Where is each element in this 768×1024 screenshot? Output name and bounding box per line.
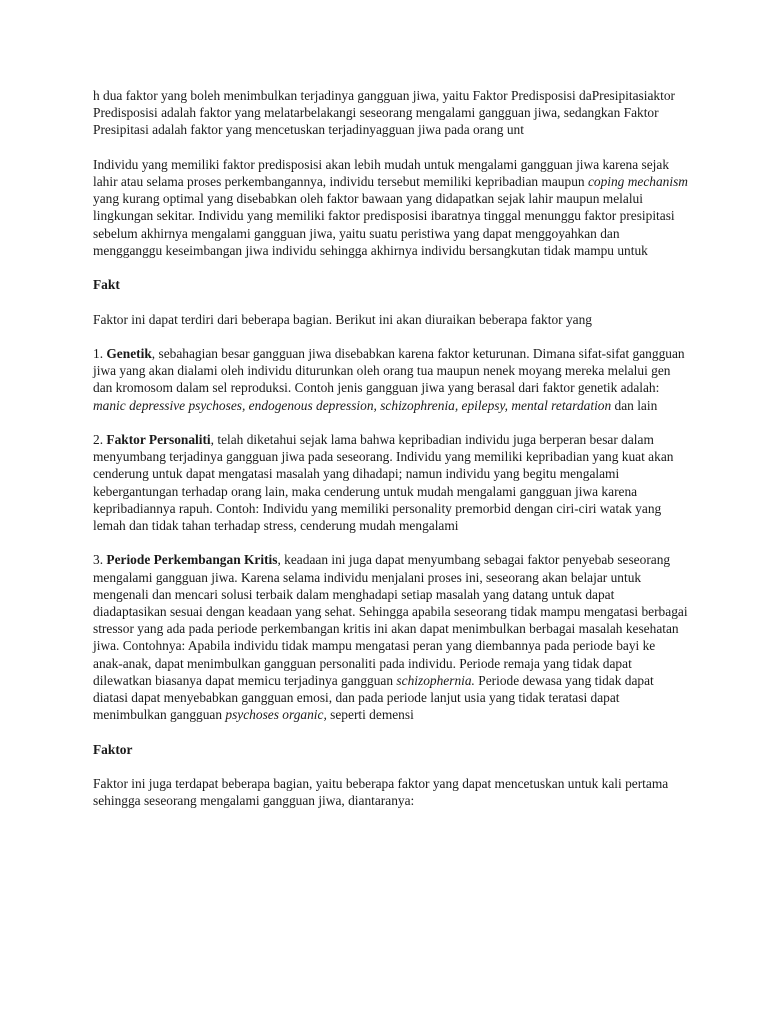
predisposition-paragraph (93, 156, 688, 259)
section-heading-predisposition: Fakt (93, 277, 120, 293)
list-item-periode-kritis (93, 551, 688, 723)
predisposition-text-a: Individu yang memiliki faktor predisposisi akan lebih mudah untuk mengalami gangguan jiwa karena sejak lahir atau selama proses perkembangannya, individu tersebut memiliki kepribadian maupun (93, 156, 670, 189)
list-item-text-end: seperti demensi (326, 707, 414, 723)
list-item-genetik (93, 345, 688, 414)
list-item-number: 2. (93, 431, 107, 447)
list-item-text: , keadaan ini juga dapat menyumbang sebagai faktor penyebab seseorang mengalami gangguan jiwa. Karena selama individu menjalani proses ini, seseorang akan belajar untuk mengenali dan mencari solusi terbaik dalam menghadapi setiap masalah yang datang untuk dapat diadaptasikan sesuai dengan keadaan yang sehat. Sehingga apabila seseorang tidak mampu mengatasi berbagai stressor yang ada pada periode perkembangan kritis ini akan dapat menimbulkan berbagai masalah kesehatan jiwa. Contohnya: Apabila individu tidak mampu mengatasi peran yang diembannya pada periode bayi ke anak-anak, dapat menimbulkan gangguan personaliti pada individu. Periode remaja yang tidak dapat dilewatkan biasanya dapat memicu terjadinya gangguan (93, 552, 688, 688)
predisposition-text-b: yang kurang optimal yang disebabkan oleh faktor bawaan yang didapatkan sejak lahir maupun melalui lingkungan sekitar. Individu yang memiliki faktor predisposisi ibaratnya tinggal menunggu faktor presipitasi sebelum akhirnya mengalami gangguan jiwa, yaitu suatu peristiwa yang dapat menggoyahkan dan mengganggu keseimbangan jiwa individu sehingga akhirnya individu bersangkutan tidak mampu untuk (93, 191, 675, 258)
list-item-title: Faktor Personaliti (106, 431, 211, 447)
coping-mechanism-term: coping mechanism (587, 174, 688, 189)
document-page (93, 87, 688, 827)
list-item-title: Genetik (106, 345, 152, 361)
list-item-examples: manic depressive psychoses, endogenous depression, schizophrenia, epilepsy, mental retardation (93, 397, 612, 413)
schizophrenia-term: schizophernia. (396, 672, 475, 688)
intro-paragraph: h dua faktor yang boleh menimbulkan terjadinya gangguan jiwa, yaitu Faktor Predisposisi daPresipitasiaktor Predisposisi adalah faktor yang melatarbelakangi seseorang mengalami gangguan jiwa, sedangkan Faktor Presipitasi adalah faktor yang mencetuskan terjadinyagguan jiwa pada orang unt (93, 88, 675, 138)
list-item-number: 1. (93, 345, 107, 361)
list-item-text-end: dan lain (611, 397, 658, 413)
psychoses-organic-term: psychoses organic, (225, 707, 327, 723)
list-item-title: Periode Perkembangan Kritis (106, 552, 278, 568)
list-item-text: , telah diketahui sejak lama bahwa kepribadian individu juga berperan besar dalam menyumbang terjadinya gangguan jiwa pada seseorang. Individu yang memiliki kepribadian yang kuat akan cenderung untuk dapat mengatasi masalah yang dihadapi; namun individu yang begitu mengalami kebergantungan terhadap orang lain, maka cenderung untuk mudah mengalami gangguan jiwa karena kepribadiannya rapuh. Contoh: Individu yang memiliki personality premorbid dengan ciri-ciri watak yang lemah dan tidak tahan terhadap stress, cenderung mudah mengalami (93, 431, 674, 533)
list-item-personaliti (93, 431, 688, 534)
section1-intro: Faktor ini dapat terdiri dari beberapa bagian. Berikut ini akan diuraikan beberapa faktor yang (93, 311, 592, 327)
section2-intro: Faktor ini juga terdapat beberapa bagian, yaitu beberapa faktor yang dapat mencetuskan untuk kali pertama sehingga seseorang mengalami gangguan jiwa, diantaranya: (93, 776, 669, 809)
section-heading-precipitation: Faktor (93, 741, 133, 757)
list-item-text: , sebahagian besar gangguan jiwa disebabkan karena faktor keturunan. Dimana sifat-sifat gangguan jiwa yang akan dialami oleh individu diturunkan oleh orang tua maupun nenek moyang mereka melalui gen dan kromosom dalam sel reproduksi. Contoh jenis gangguan jiwa yang berasal dari faktor genetik adalah: (93, 345, 685, 396)
list-item-number: 3. (93, 552, 107, 568)
list-item-text-mid: Periode dewasa yang tidak dapat diatasi dapat menyebabkan gangguan emosi, dan pada periode lanjut usia yang tidak teratasi dapat menimbulkan gangguan (93, 672, 654, 723)
